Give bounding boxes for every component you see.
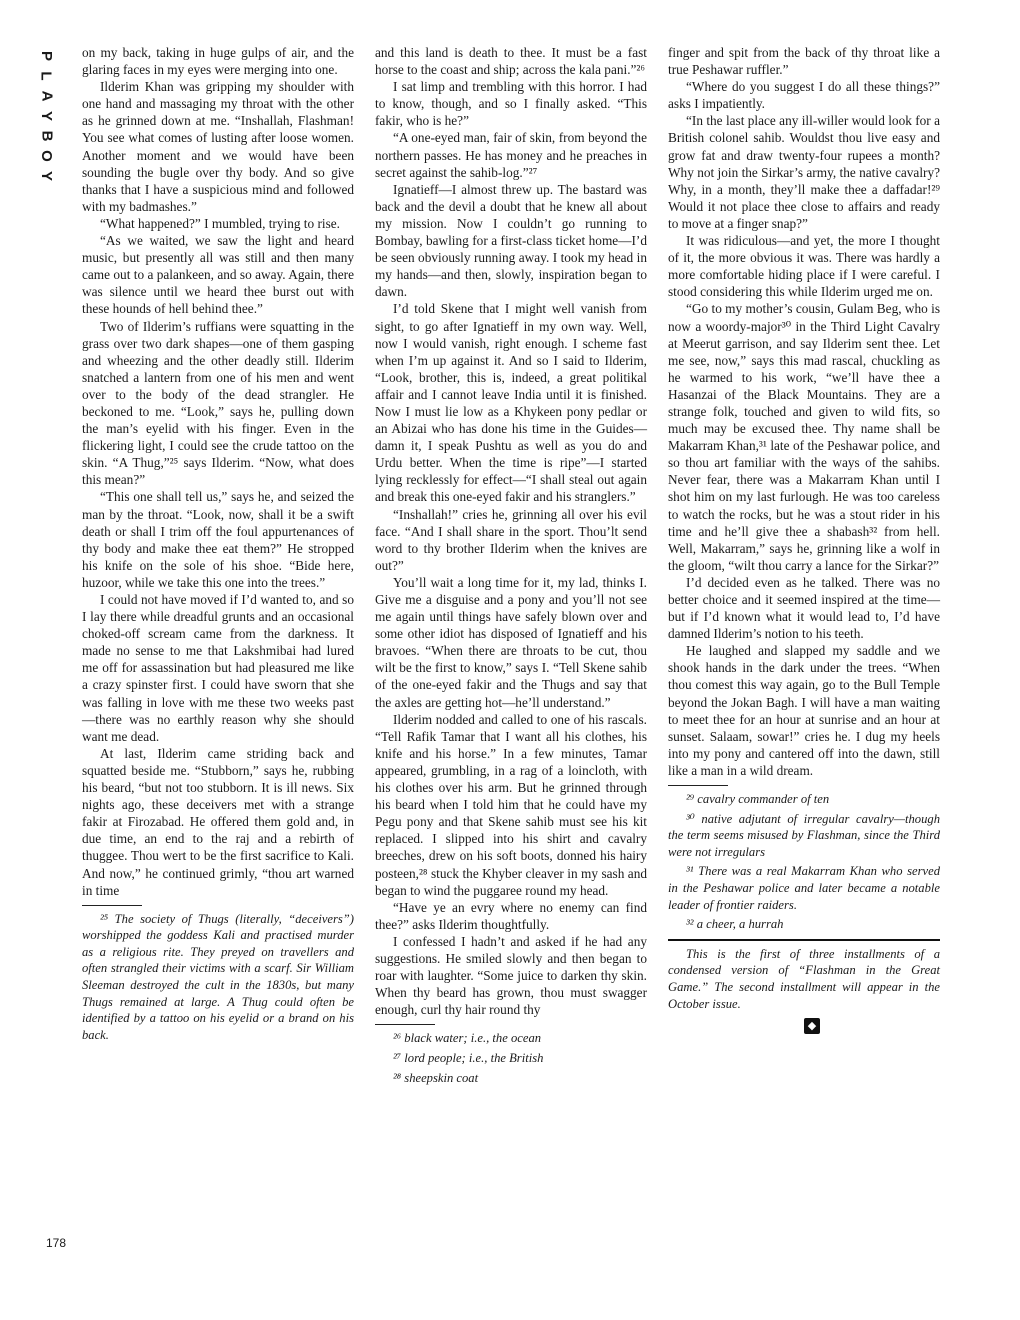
paragraph: You’ll wait a long time for it, my lad, thinks I. Give me a disguise and a pony and you’ll not see me again until things have safely blown over and some other idiot has disposed of Ignatieff and his bravoes. “When there are throats to be cut, thou wilt be the first to know,” says I. “Tell Skene sahib of the one-eyed fakir and the Thugs and say that the axles are getting hot—he’ll understand.” xyxy=(375,574,647,710)
footnote-32: ³² a cheer, a hurrah xyxy=(686,917,784,932)
paragraph: I’d decided even as he talked. There was no better choice and it seemed inspired at the time—but if I’d known what it would lead to, I’d have damned Ilderim’s notion to his teeth. xyxy=(668,574,940,642)
paragraph: I’d told Skene that I might well vanish from sight, to go after Ignatieff in my own way. Well, now I would vanish, right enough. I scheme fast when I’m up against it. And so I said to Ilderim, “Look, brother, this is, indeed, a great politikal affair and I cannot leave India until it is finished. Now I must lie low as a Khykeen pony pedlar or an Abizai who has done his time in the Guides—damn it, I speak Pushtu as well as you do and Urdu better. When the time is ripe”—I started lying recklessly for effect—“I shall steal out again and break this one-eyed fakir and his stranglers.” xyxy=(375,301,647,505)
footnote-26: ²⁶ black water; i.e., the ocean xyxy=(393,1031,542,1046)
playboy-masthead: P L A Y B O Y xyxy=(37,50,55,182)
paragraph: Ilderim nodded and called to one of his rascals. “Tell Rafik Tamar that I want all his clothes, his knife and his horse.” In a few minutes, Tamar appeared, grumbling, in a rag of a loincloth, with his clothes over his arm. But he grinned through his beard when I told him that he could have my Pegu pony and that Skene sahib must see his kit replaced. I slipped into his shirt and cavalry breeches, drew on his soft boots, donned his hairy posteen,²⁸ stuck the Khyber cleaver in my sash and began to wind the puggaree round my head. xyxy=(375,711,647,898)
paragraph: and this land is death to thee. It must be a fast horse to the coast and ship; across the kala pani.”²⁶ xyxy=(375,45,647,78)
paragraph: “What happened?” I mumbled, trying to rise. xyxy=(100,215,340,231)
end-rule xyxy=(668,939,940,941)
column-1 xyxy=(82,44,354,1043)
paragraph: on my back, taking in huge gulps of air, and the glaring faces in my eyes were merging into one. xyxy=(82,45,354,78)
column-2 xyxy=(375,44,647,1089)
footnote-rule xyxy=(82,905,142,906)
paragraph: “In the last place any ill-willer would look for a British colonel sahib. Wouldst thou live easy and grow fat and draw twenty-four rupees a month? Why not join the Sirkar’s army, the native cavalry? Why, in a month, they’ll make thee a daffadar!²⁹ Would it not place thee close to affairs and ready to move at a finger snap?” xyxy=(668,113,940,231)
column-3 xyxy=(668,44,940,1034)
rabbit-head-end-mark-icon: ◆ xyxy=(804,1018,820,1034)
paragraph: “Where do you suggest I do all these things?” asks I impatiently. xyxy=(668,79,940,112)
paragraph: I could not have moved if I’d wanted to, and so I lay there while dreadful grunts and an occasional choked-off scream came from the darkness. It made no sense to me that Lakshmibai had lured me off for assassination but had pleasured me like a crazy spinster first. I could have sworn that she was falling in love with me these two weeks past—there was no earthly reason why she should want me dead. xyxy=(82,592,354,744)
page-number: 178 xyxy=(46,1236,67,1250)
paragraph: He laughed and slapped my saddle and we shook hands in the dark under the trees. “When thou comest this way again, go to the Bull Temple beyond the Jokan Bagh. I will have a man waiting to meet thee for an hour at sunrise and an hour at sunset. Salaam, sowar!” cries he. I dug my heels into my pony and cantered off into the dawn, still like a man in a wild dream. xyxy=(668,643,940,778)
footnote-30: ³⁰ native adjutant of irregular cavalry—though the term seems misused by Flashman, since the Third were not irregulars xyxy=(668,811,940,859)
footnote-27: ²⁷ lord people; i.e., the British xyxy=(393,1050,544,1065)
installment-note: This is the first of three installments of a condensed version of “Flashman in the Great Game.” The second installment will appear in the October issue. xyxy=(668,946,940,1011)
paragraph: “Have ye an evry where no enemy can find thee?” asks Ilderim thoughtfully. xyxy=(375,899,647,932)
footnote-28: ²⁸ sheepskin coat xyxy=(393,1070,479,1085)
paragraph: Ilderim Khan was gripping my shoulder with one hand and massaging my throat with the other as he grinned down at me. “Inshallah, Flashman! You see what comes of lusting after loose women. Another moment and we would have been sounding the bugle over thy body. And so give thanks that I have a suspicious mind and followed with my badmashes.” xyxy=(82,79,354,214)
paragraph: “A one-eyed man, fair of skin, from beyond the northern passes. He has money and he preaches in secret against the sahib-log.”²⁷ xyxy=(375,130,647,180)
footnote-rule xyxy=(375,1024,435,1025)
paragraph: “Inshallah!” cries he, grinning all over his evil face. “And I shall share in the sport. Thou’lt send word to thy brother Ilderim when the knives are out?” xyxy=(375,506,647,573)
footnote-25: ²⁵ The society of Thugs (literally, “deceivers”) worshipped the goddess Kali and practised murder as a religious rite. They preyed on travellers and often strangled their victims with a scarf. Sir William Sleeman destroyed the cult in the 1830s, but many Thugs remained at large. A Thug could often be identified by a tattoo on his eyelid or a brand on his back. xyxy=(82,911,354,1042)
paragraph: I sat limp and trembling with this horror. I had to know, though, and so I finally asked. “This fakir, who is he?” xyxy=(375,79,647,129)
paragraph: At last, Ilderim came striding back and squatted beside me. “Stubborn,” says he, rubbing his beard, “but not too stubborn. It is ill news. Six nights ago, these deceivers met with a strange fakir at Firozabad. He offered them gold and, in due time, an end to the raj and a rebirth of thuggee. Thou wert to be the first sacrifice to Kali. And now,” he continued grimly, “thou art warned in time xyxy=(82,745,354,898)
paragraph: Two of Ilderim’s ruffians were squatting in the grass over two dark shapes—one of them gasping and wheezing and the other deadly still. Ilderim snatched a lantern from one of his men and went over to the body of the dead strangler. He beckoned to me. “Look,” says he, pulling down the man’s eyelid with his finger. Even in the flickering light, I could see the crude tattoo on the skin. “A Thug,”²⁵ says Ilderim. “Now, what does this mean?” xyxy=(82,318,354,488)
paragraph: “Go to my mother’s cousin, Gulam Beg, who is now a woordy-major³⁰ in the Third Light Cavalry at Meerut garrison, and say Ilderim sent thee. Let me see, now,” says this mad rascal, chuckling as he warmed to his work, “we’ll have thee a Hasanzai of the Black Mountains. They are a strange folk, touched and given to wild fits, so much may be excused thee. Thy name shall be Makarram Khan,³¹ late of the Peshawar police, and so thou art familiar with the ways of the sahibs. Never fear, there was a Makarram Khan until I shot him on my last furlough. He was too careless to watch the rocks, but he was a stout rider in his time and he’ll give thee a shabash³² from hell. Well, Makarram,” says he, grinning like a wolf in the gloom, “wilt thou carry a lance for the Sirkar?” xyxy=(668,301,940,573)
paragraph: It was ridiculous—and yet, the more I thought of it, the more obvious it was. There was hardly a more comfortable hiding place if I were careful. I stood considering this while Ilderim urged me on. xyxy=(668,233,940,300)
paragraph: Ignatieff—I almost threw up. The bastard was back and the devil a doubt that he knew all about my mission. Now I couldn’t go running to Bombay, bawling for a first-class ticket home—I’d be seen obviously running away. I took my head in my hands—and then, slowly, inspiration began to dawn. xyxy=(375,181,647,300)
paragraph: I confessed I hadn’t and asked if he had any suggestions. He smiled slowly and then began to roar with laughter. “Some juice to darken thy skin. When thy beard has grown, thou must swagger enough, curl thy hair round thy xyxy=(375,933,647,1018)
paragraph: finger and spit from the back of thy throat like a true Peshawar ruffler.” xyxy=(668,45,940,78)
paragraph: “This one shall tell us,” says he, and seized the man by the throat. “Look, now, shall it be a swift death or shall I trim off the foul appurtenances of thy body and make thee eat them?” He stropped his knife on the sole of his shoe. “Bide here, huzoor, while we take this one into the trees.” xyxy=(82,489,354,590)
footnote-rule xyxy=(668,785,728,786)
footnote-29: ²⁹ cavalry commander of ten xyxy=(686,792,830,807)
paragraph: “As we waited, we saw the light and heard music, but presently all was still and then many came out to a palankeen, and so away. Again, there was silence until we heard thee burst out with these hounds of hell behind thee.” xyxy=(82,233,354,317)
footnote-31: ³¹ There was a real Makarram Khan who served in the Peshawar police and later became a notable leader of frontier raiders. xyxy=(668,864,940,912)
